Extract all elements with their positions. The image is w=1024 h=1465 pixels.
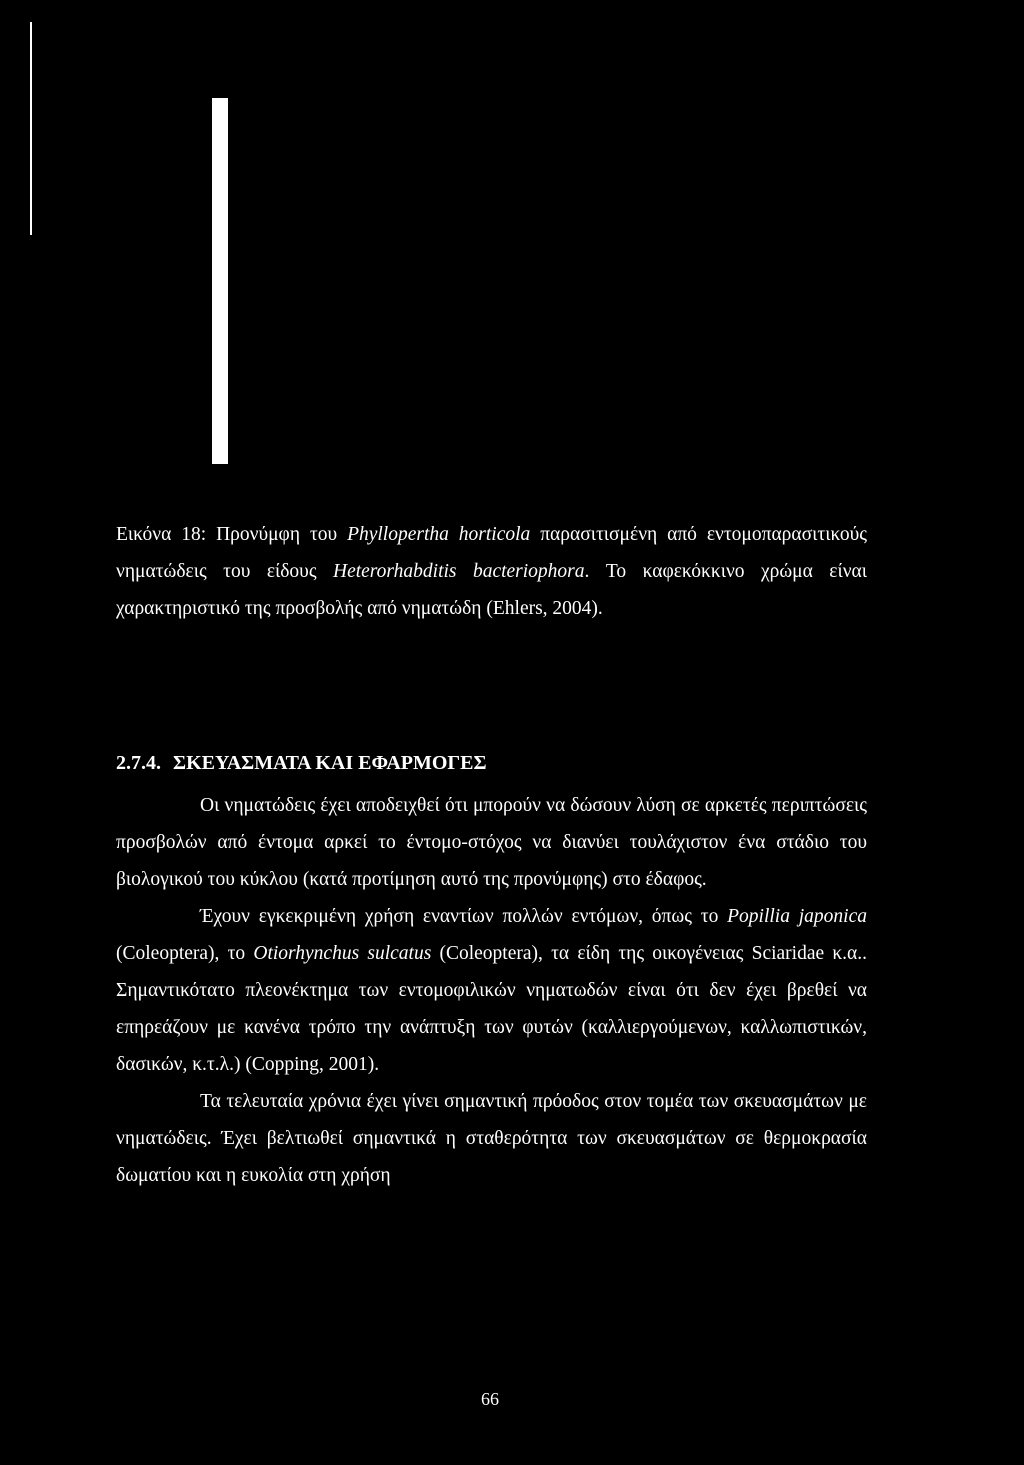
page-number: 66	[481, 1389, 499, 1409]
figure-image-remnant	[212, 98, 228, 464]
caption-nematode: Heterorhabditis bacteriophora	[333, 561, 585, 582]
caption-text-a: Προνύμφη του	[206, 524, 348, 545]
caption-text-b: παρασιτισμένη από εντομοπαρασιτικούς νηματώδεις του είδους	[116, 524, 867, 582]
paragraph-2-part-a: Έχουν εγκεκριμένη χρήση εναντίων πολλών εντόμων, όπως το	[200, 906, 728, 927]
paragraph-2	[116, 898, 867, 1083]
caption-text-c: . Το καφεκόκκινο χρώμα είναι χαρακτηριστικό της προσβολής από νηματώδη (Ehlers, 2004).	[116, 561, 867, 619]
section-title: ΣΚΕΥΑΣΜΑΤΑ ΚΑΙ ΕΦΑΡΜΟΓΕΣ	[173, 752, 487, 774]
figure-caption	[116, 516, 867, 627]
section-number: 2.7.4.	[116, 752, 161, 774]
paragraph-2-part-c: (Coleoptera), τα είδη της οικογένειας Sciaridae κ.α.. Σημαντικότατο πλεονέκτημα των εντομοφιλικών νηματωδών είναι ότι δεν έχει βρεθεί να επηρεάζουν με κανένα τρόπο την ανάπτυξη των φυτών (καλλιεργούμενων, καλλωπιστικών, δασικών, κ.τ.λ.) (Copping, 2001).	[116, 943, 867, 1075]
scan-edge-line	[30, 22, 32, 235]
section-body	[116, 745, 867, 1194]
species-otiorhynchus: Otiorhynchus sulcatus	[253, 943, 432, 964]
caption-species-genus: Phyllopertha	[347, 524, 449, 545]
paragraph-1: Οι νηματώδεις έχει αποδειχθεί ότι μπορούν να δώσουν λύση σε αρκετές περιπτώσεις προσβολών από έντομα αρκεί το έντομο-στόχος να διανύει τουλάχιστον ένα στάδιο του βιολογικού του κύκλου (κατά προτίμηση αυτό της προνύμφης) στο έδαφος.	[116, 795, 867, 890]
caption-species-epithet: horticola	[458, 524, 531, 545]
paragraph-3: Τα τελευταία χρόνια έχει γίνει σημαντική πρόοδος στον τομέα των σκευασμάτων με νηματώδεις. Έχει βελτιωθεί σημαντικά η σταθερότητα των σκευασμάτων σε θερμοκρασία δωματίου και η ευκολία στη χρήση	[116, 1091, 867, 1186]
paragraph-2-part-b: (Coleoptera), το	[116, 943, 254, 964]
section-heading	[116, 745, 867, 782]
species-popillia: Popillia japonica	[727, 906, 868, 927]
caption-label: Εικόνα 18:	[116, 524, 207, 545]
